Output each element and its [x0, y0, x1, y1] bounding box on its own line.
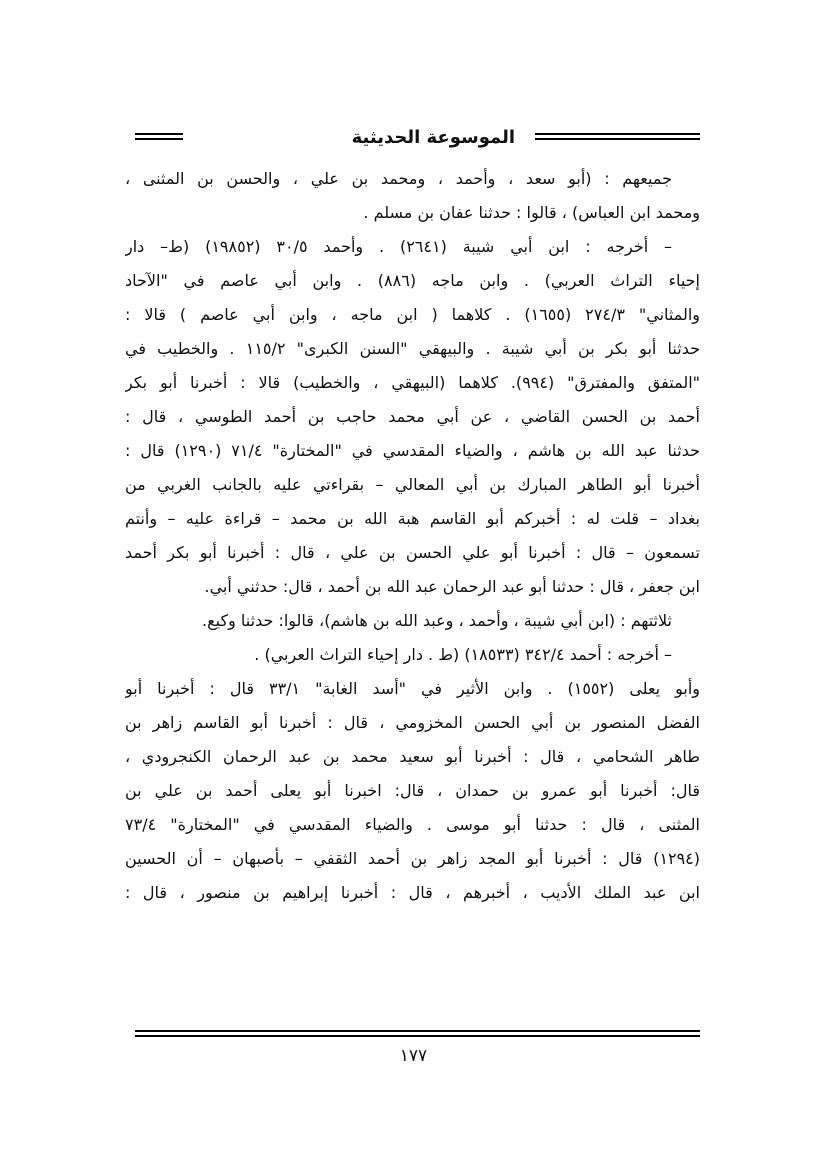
- text-line: ابن جعفر ، قال : حدثنا أبو عبد الرحمان عبد الله بن أحمد ، قال: حدثني أبي.: [204, 577, 700, 596]
- text-line: حدثنا عبد الله بن هاشم ، والضياء المقدسي في "المختارة" ٧١/٤ (١٢٩٠) قال :: [125, 441, 700, 460]
- footer-rule: [135, 1030, 700, 1037]
- text-line: (١٢٩٤) قال : أخبرنا أبو المجد زاهر بن أحمد الثقفي – بأصبهان – أن الحسين: [125, 849, 700, 868]
- text-line: طاهر الشحامي ، قال : أخبرنا أبو سعيد محمد بن عبد الرحمان الكنجرودي ،: [125, 747, 700, 766]
- text-line: ومحمد ابن العباس) ، قالوا : حدثنا عفان بن مسلم .: [363, 203, 700, 222]
- text-line: جميعهم : (أبو سعد ، وأحمد ، ومحمد بن علي ، والحسن بن المثنى ،: [125, 169, 672, 188]
- text-line: – أخرجه : ابن أبي شيبة (٢٦٤١) . وأحمد ٣٠/٥ (١٩٨٥٢) (ط– دار: [125, 237, 672, 256]
- text-line: أخبرنا أبو الطاهر المبارك بن أبي المعالي – بقراءتي عليه بالجانب الغربي من: [125, 475, 700, 494]
- text-line: "المتفق والمفترق" (٩٩٤). كلاهما (البيهقي ، والخطيب) قالا : أخبرنا أبو بكر: [125, 373, 700, 392]
- text-line: – أخرجه : أحمد ٣٤٢/٤ (١٨٥٣٣) (ط . دار إحياء التراث العربي) .: [254, 645, 672, 664]
- text-line: إحياء التراث العربي) . وابن ماجه (٨٨٦) . وابن أبي عاصم في "الآحاد: [125, 271, 700, 290]
- text-line: أحمد بن الحسن القاضي ، عن أبي محمد حاجب بن أحمد الطوسي ، قال :: [125, 407, 700, 426]
- running-title: الموسوعة الحديثية: [351, 127, 515, 148]
- header-rule-right: [535, 133, 700, 140]
- text-line: حدثنا أبو بكر بن أبي شيبة . والبيهقي "السنن الكبرى" ١١٥/٢ . والخطيب في: [125, 339, 700, 358]
- text-line: بغداد – قلت له : أخبركم أبو القاسم هبة الله بن محمد – قراءة عليه – وأنتم: [125, 509, 700, 528]
- body-text: [125, 162, 700, 910]
- text-line: الفضل المنصور بن أبي الحسن المخزومي ، قال : أخبرنا أبو القاسم زاهر بن: [125, 713, 700, 732]
- header-rule-left: [135, 133, 183, 140]
- text-line: ابن عبد الملك الأديب ، أخبرهم ، قال : أخبرنا إبراهيم بن منصور ، قال :: [125, 883, 700, 902]
- text-line: ثلاثتهم : (ابن أبي شيبة ، وأحمد ، وعبد الله بن هاشم)، قالوا: حدثنا وكيع.: [202, 611, 672, 630]
- text-line: المثنى ، قال : حدثنا أبو موسى . والضياء المقدسي في "المختارة" ٧٣/٤: [125, 815, 700, 834]
- page-number: ١٧٧: [399, 1046, 428, 1066]
- text-line: قال: أخبرنا أبو عمرو بن حمدان ، قال: اخبرنا أبو يعلى أحمد بن علي بن: [125, 781, 700, 800]
- text-line: والمثاني" ٢٧٤/٣ (١٦٥٥) . كلاهما ( ابن ماجه ، وابن أبي عاصم ) قالا :: [125, 305, 700, 324]
- text-line: تسمعون – قال : أخبرنا أبو علي الحسن بن علي ، قال : أخبرنا أبو بكر أحمد: [125, 543, 700, 562]
- text-line: وأبو يعلى (١٥٥٢) . وابن الأثير في "أسد الغابة" ٣٣/١ قال : أخبرنا أبو: [125, 679, 700, 698]
- page-header: [135, 124, 700, 154]
